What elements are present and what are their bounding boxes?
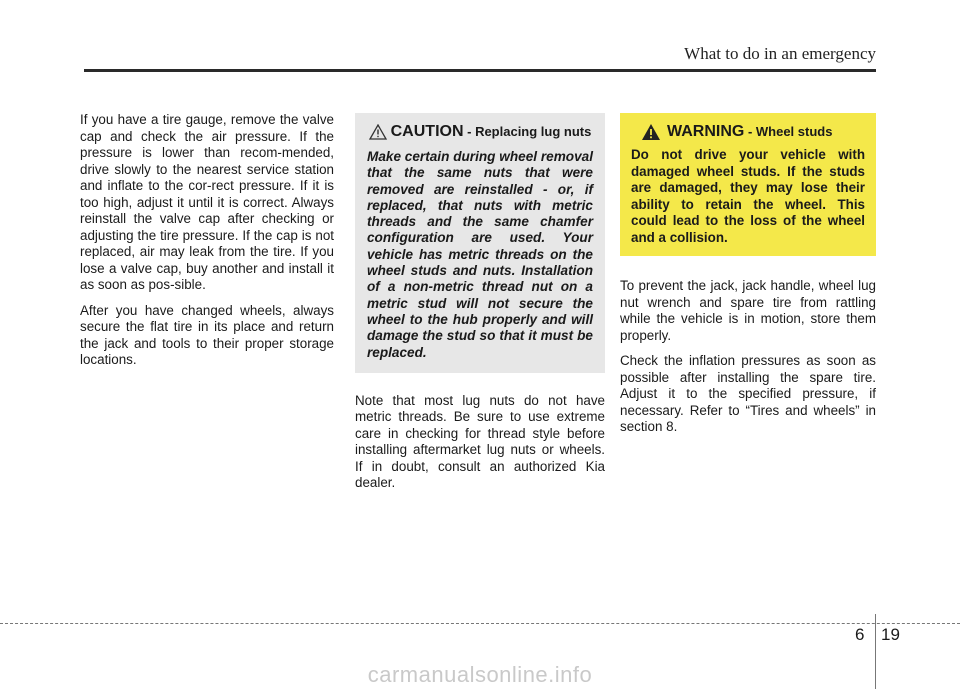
section-title: What to do in an emergency xyxy=(684,44,876,63)
column-middle xyxy=(355,113,605,501)
caution-triangle-icon xyxy=(367,124,389,140)
warning-header xyxy=(631,123,865,141)
warning-subtitle: - Wheel studs xyxy=(744,123,833,139)
paragraph-store-jack: To prevent the jack, jack handle, wheel lug nut wrench and spare tire from rattling while the vehicle is in motion, store them properly. xyxy=(620,278,876,343)
paragraph-tire-gauge: If you have a tire gauge, remove the valve cap and check the air pressure. If the pressure is lower than recom-mended, drive slowly to the nearest service station and inflate to the cor-rect pressure. If it is too high, adjust it until it is correct. Always reinstall the valve cap after checking or adjusting the tire pressure. If the cap is not replaced, air may leak from the tire. If you lose a valve cap, buy another and install it as soon as pos-sible. xyxy=(80,112,334,292)
paragraph-inflation: Check the inflation pressures as soon as possible after installing the spare tire. Adjust it to the specified pressure, if necessary. Refer to “Tires and wheels” in section 8. xyxy=(620,353,876,434)
caution-title xyxy=(389,123,593,141)
watermark: carmanualsonline.info xyxy=(367,662,593,687)
footer-rule xyxy=(0,623,960,624)
warning-box xyxy=(620,113,876,256)
column-right xyxy=(620,113,876,445)
header-rule xyxy=(84,69,876,72)
caution-body: Make certain during wheel removal that the same nuts that were removed are reinstalled - or, if replaced, that nuts with metric threads and the same chamfer configuration are used. Your vehicle has metric threads on the wheel studs and nuts. Installation of a non-metric thread nut on a metric stud will not secure the wheel to the hub properly and will damage the stud so that it must be replaced. xyxy=(367,149,593,360)
warning-label: WARNING xyxy=(667,122,745,140)
caution-label: CAUTION xyxy=(390,123,464,140)
warning-triangle-icon xyxy=(641,123,661,141)
caution-header xyxy=(367,123,593,141)
warning-body: Do not drive your vehicle with damaged wheel studs. If the studs are damaged, they may lose their ability to retain the wheel. This could lead to the loss of the wheel and a collision. xyxy=(631,147,865,245)
caution-box xyxy=(355,113,605,373)
caution-subtitle: - Replacing lug nuts xyxy=(463,124,592,139)
paragraph-after-changing: After you have changed wheels, always secure the flat tire in its place and return the jack and tools to their proper storage locations. xyxy=(80,302,334,367)
column-left xyxy=(80,112,334,378)
paragraph-lug-nuts: Note that most lug nuts do not have metric threads. Be sure to use extreme care in checking for thread style before installing aftermarket lug nuts or wheels. If in doubt, consult an authorized Kia dealer. xyxy=(355,392,605,491)
warning-title xyxy=(667,124,832,141)
page-number: 19 xyxy=(881,625,900,644)
chapter-number: 6 xyxy=(855,625,865,644)
